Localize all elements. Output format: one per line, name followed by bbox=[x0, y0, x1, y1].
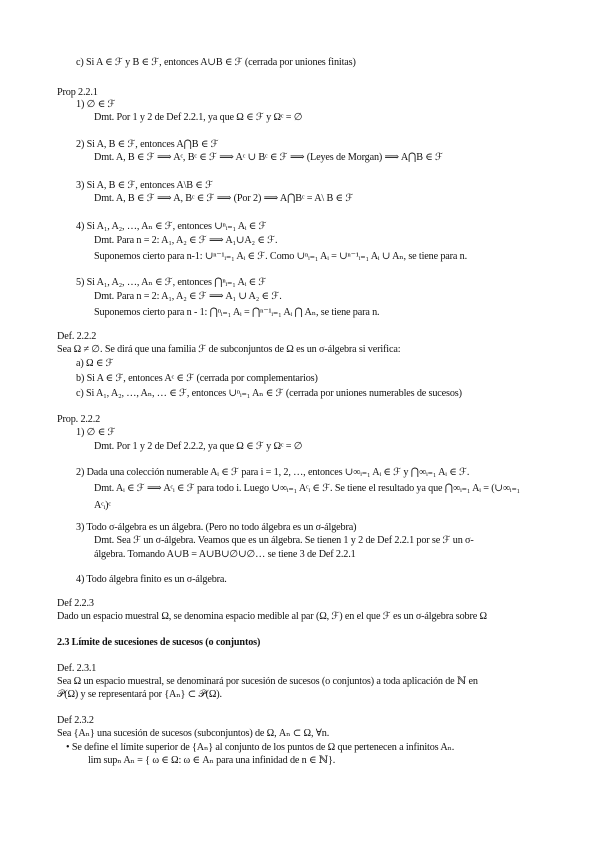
prop-221-proof-5a: Dmt. Para n = 2: A₁, A₂ ∈ ℱ ⟹ A₁ ∪ A₂ ∈ ℱ. bbox=[94, 291, 282, 302]
prop-221-proof-4a: Dmt. Para n = 2: A₁, A₂ ∈ ℱ ⟹ A₁∪A₂ ∈ ℱ. bbox=[94, 235, 278, 246]
prop-221-proof-3: Dmt. A, B ∈ ℱ ⟹ A, Bᶜ ∈ ℱ ⟹ (Por 2) ⟹ A⋂Bᶜ = A\ B ∈ ℱ bbox=[94, 193, 354, 204]
prop-221-proof-2: Dmt. A, B ∈ ℱ ⟹ Aᶜ, Bᶜ ∈ ℱ ⟹ Aᶜ ∪ Bᶜ ∈ ℱ ⟹ (Leyes de Morgan) ⟹ A⋂B ∈ ℱ bbox=[94, 152, 443, 163]
heading-def-223: Def 2.2.3 bbox=[57, 598, 94, 609]
def-231-line-2: 𝒫(Ω) y se representará por {Aₙ} ⊂ 𝒫(Ω). bbox=[57, 689, 222, 700]
heading-def-232: Def 2.3.2 bbox=[57, 715, 94, 726]
prop-222-item-3: 3) Todo σ-álgebra es un álgebra. (Pero no todo álgebra es un σ-álgebra) bbox=[76, 522, 357, 533]
prop-221-proof-4b: Suponemos cierto para n-1: ∪ⁿ⁻¹ᵢ₌₁ Aᵢ ∈ ℱ. Como ∪ⁿᵢ₌₁ Aᵢ = ∪ⁿ⁻¹ᵢ₌₁ Aᵢ ∪ Aₙ, se tiene para n. bbox=[94, 251, 468, 262]
def-232-limsup: lim supₙ Aₙ = { ω ∈ Ω: ω ∈ Aₙ para una infinidad de n ∈ ℕ}. bbox=[88, 755, 336, 766]
def-231-line-1: Sea Ω un espacio muestral, se denominará por sucesión de sucesos (o conjuntos) a toda aplicación de ℕ en bbox=[57, 676, 478, 687]
prop-222-proof-2a: Dmt. Aᵢ ∈ ℱ ⟹ Aᶜᵢ ∈ ℱ para todo i. Luego ∪∞ᵢ₌₁ Aᶜᵢ ∈ ℱ. Se tiene el resultado ya que ⋂∞ᵢ₌₁ Aᵢ = (∪∞ᵢ₌₁ bbox=[94, 483, 521, 494]
prop-221-item-5: 5) Si A₁, A₂, …, Aₙ ∈ ℱ, entonces ⋂ⁿᵢ₌₁ Aᵢ ∈ ℱ bbox=[76, 277, 267, 288]
prop-221-proof-5b: Suponemos cierto para n - 1: ⋂ⁿᵢ₌₁ Aᵢ = ⋂ⁿ⁻¹ᵢ₌₁ Aᵢ ⋂ Aₙ, se tiene para n. bbox=[94, 307, 380, 318]
prop-221-item-2: 2) Si A, B ∈ ℱ, entonces A⋂B ∈ ℱ bbox=[76, 139, 219, 150]
def-223-statement: Dado un espacio muestral Ω, se denomina espacio medible al par (Ω, ℱ) en el que ℱ es un σ-álgebra sobre Ω bbox=[57, 611, 487, 622]
def-222-statement: Sea Ω ≠ ∅. Se dirá que una familia ℱ de subconjuntos de Ω es un σ-álgebra si verifica: bbox=[57, 344, 401, 355]
def-232-statement: Sea {Aₙ} una sucesión de sucesos (subconjuntos) de Ω, Aₙ ⊂ Ω, ∀n. bbox=[57, 728, 330, 739]
def-222-item-b: b) Si A ∈ ℱ, entonces Aᶜ ∈ ℱ (cerrada por complementarios) bbox=[76, 373, 318, 384]
def-222-item-a: a) Ω ∈ ℱ bbox=[76, 358, 114, 369]
def-232-bullet: • Se define el límite superior de {Aₙ} al conjunto de los puntos de Ω que pertenecen a infinitos Aₙ. bbox=[66, 742, 455, 753]
prop-221-item-4: 4) Si A₁, A₂, …, Aₙ ∈ ℱ, entonces ∪ⁿᵢ₌₁ Aᵢ ∈ ℱ bbox=[76, 221, 267, 232]
prop-222-item-4: 4) Todo álgebra finito es un σ-álgebra. bbox=[76, 574, 227, 585]
prop-222-proof-2b: Aᶜᵢ)ᶜ bbox=[94, 500, 111, 511]
prop-222-proof-1: Dmt. Por 1 y 2 de Def 2.2.2, ya que Ω ∈ ℱ y Ωᶜ = ∅ bbox=[94, 441, 303, 452]
prop-221-proof-1: Dmt. Por 1 y 2 de Def 2.2.1, ya que Ω ∈ ℱ y Ωᶜ = ∅ bbox=[94, 112, 303, 123]
def-221-item-c: c) Si A ∈ ℱ y B ∈ ℱ, entonces A∪B ∈ ℱ (cerrada por uniones finitas) bbox=[76, 57, 356, 68]
heading-def-222: Def. 2.2.2 bbox=[57, 331, 97, 342]
prop-222-proof-3b: álgebra. Tomando A∪B = A∪B∪∅∪∅… se tiene 3 de Def 2.2.1 bbox=[94, 549, 356, 560]
prop-222-proof-3a: Dmt. Sea ℱ un σ-álgebra. Veamos que es un álgebra. Se tienen 1 y 2 de Def 2.2.1 por se ℱ un σ- bbox=[94, 535, 474, 546]
prop-222-item-2: 2) Dada una colección numerable Aᵢ ∈ ℱ para i = 1, 2, …, entonces ∪∞ᵢ₌₁ Aᵢ ∈ ℱ y ⋂∞ᵢ₌₁ Aᵢ ∈ ℱ. bbox=[76, 467, 470, 478]
section-heading-2-3: 2.3 Límite de sucesiones de sucesos (o conjuntos) bbox=[57, 637, 261, 648]
prop-222-item-1: 1) ∅ ∈ ℱ bbox=[76, 427, 116, 438]
heading-prop-221: Prop 2.2.1 bbox=[57, 87, 98, 98]
def-222-item-c: c) Si A₁, A₂, …, Aₙ, … ∈ ℱ, entonces ∪ⁿᵢ₌₁ Aₙ ∈ ℱ (cerrada por uniones numerables de sucesos) bbox=[76, 388, 462, 399]
prop-221-item-3: 3) Si A, B ∈ ℱ, entonces A\B ∈ ℱ bbox=[76, 180, 213, 191]
heading-def-231: Def. 2.3.1 bbox=[57, 663, 97, 674]
heading-prop-222: Prop. 2.2.2 bbox=[57, 414, 101, 425]
prop-221-item-1: 1) ∅ ∈ ℱ bbox=[76, 99, 116, 110]
